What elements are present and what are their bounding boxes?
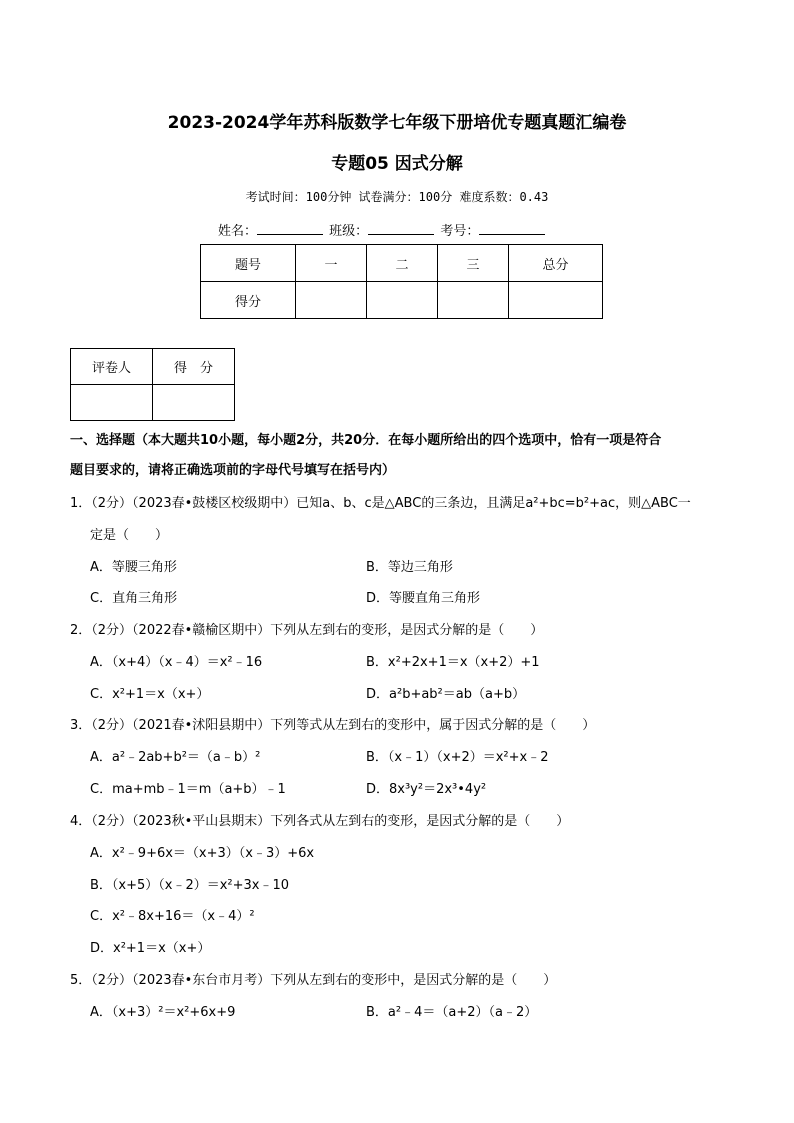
question-1-option-c[interactable]: C．直角三角形 (90, 591, 178, 606)
question-2-stem: 2．（2分）（2022春•赣榆区期中）下列从左到右的变形，是因式分解的是（ ） (70, 623, 544, 638)
paper-title: 2023-2024学年苏科版数学七年级下册培优专题真题汇编卷 (167, 113, 627, 133)
grader-cell[interactable] (71, 385, 153, 421)
class-label: 班级： (329, 224, 369, 239)
number-blank[interactable] (479, 222, 545, 235)
score-row-label: 得分 (201, 282, 296, 319)
score-cell[interactable] (438, 282, 509, 319)
question-3-option-c[interactable]: C．ma+mb﹣1＝m（a+b）﹣1 (90, 782, 286, 797)
grader-table (70, 348, 235, 421)
section-heading-line2: 题目要求的，请将正确选项前的字母代号填写在括号内） (70, 463, 396, 478)
score-header-cell: 三 (438, 245, 509, 282)
question-1-option-b[interactable]: B．等边三角形 (366, 560, 453, 575)
question-2-option-a[interactable]: A．（x+4）（x﹣4）＝x²﹣16 (90, 655, 263, 670)
score-header-cell: 题号 (201, 245, 296, 282)
question-4-option-a[interactable]: A．x²﹣9+6x＝（x+3）（x﹣3）+6x (90, 846, 315, 861)
grader-score-label: 得 分 (153, 349, 235, 385)
score-table (200, 244, 603, 319)
question-1-stem: 1．（2分）（2023春•鼓楼区校级期中）已知a、b、c是△ABC的三条边，且满足a²+bc=b²+ac，则△ABC一 (70, 496, 691, 511)
score-header-cell: 一 (296, 245, 367, 282)
question-3-option-d[interactable]: D．8x³y²＝2x³•4y² (366, 782, 487, 797)
student-info-line (218, 220, 547, 239)
section-heading-line1: 一、选择题（本大题共10小题，每小题2分，共20分．在每小题所给出的四个选项中，恰有一项是符合 (70, 433, 662, 448)
score-table-score-row (201, 282, 603, 319)
score-cell[interactable] (296, 282, 367, 319)
question-4-option-c[interactable]: C．x²﹣8x+16＝（x﹣4）² (90, 909, 255, 924)
topic-subtitle: 专题05 因式分解 (331, 154, 463, 174)
name-blank[interactable] (257, 222, 323, 235)
score-header-cell: 总分 (509, 245, 603, 282)
question-5-stem: 5．（2分）（2023春•东台市月考）下列从左到右的变形中，是因式分解的是（ ） (70, 973, 557, 988)
question-5-option-b[interactable]: B．a²﹣4＝（a+2）（a﹣2） (366, 1005, 538, 1020)
question-3-stem: 3．（2分）（2021春•沭阳县期中）下列等式从左到右的变形中，属于因式分解的是（ ） (70, 718, 596, 733)
score-table-header-row (201, 245, 603, 282)
question-2-option-d[interactable]: D．a²b+ab²＝ab（a+b） (366, 687, 526, 702)
grader-score-cell[interactable] (153, 385, 235, 421)
question-2-option-c[interactable]: C．x²+1＝x（x+） (90, 687, 210, 702)
question-4-option-b[interactable]: B．（x+5）（x﹣2）＝x²+3x﹣10 (90, 878, 290, 893)
question-4-option-d[interactable]: D．x²+1＝x（x+） (90, 941, 211, 956)
name-label: 姓名： (218, 224, 258, 239)
question-1-option-d[interactable]: D．等腰直角三角形 (366, 591, 481, 606)
score-cell[interactable] (367, 282, 438, 319)
class-blank[interactable] (368, 222, 434, 235)
score-cell[interactable] (509, 282, 603, 319)
question-1-option-a[interactable]: A．等腰三角形 (90, 560, 177, 575)
question-4-stem: 4．（2分）（2023秋•平山县期末）下列各式从左到右的变形，是因式分解的是（ ） (70, 814, 570, 829)
question-2-option-b[interactable]: B．x²+2x+1＝x（x+2）+1 (366, 655, 540, 670)
question-3-option-a[interactable]: A．a²﹣2ab+b²＝（a﹣b）² (90, 750, 261, 765)
question-3-option-b[interactable]: B．（x﹣1）（x+2）＝x²+x﹣2 (366, 750, 549, 765)
question-5-option-a[interactable]: A．（x+3）²＝x²+6x+9 (90, 1005, 236, 1020)
question-1-stem-cont: 定是（ ） (90, 528, 169, 543)
number-label: 考号： (440, 224, 480, 239)
exam-info: 考试时间：100分钟 试卷满分：100分 难度系数：0.43 (245, 190, 549, 204)
grader-label: 评卷人 (71, 349, 153, 385)
score-header-cell: 二 (367, 245, 438, 282)
